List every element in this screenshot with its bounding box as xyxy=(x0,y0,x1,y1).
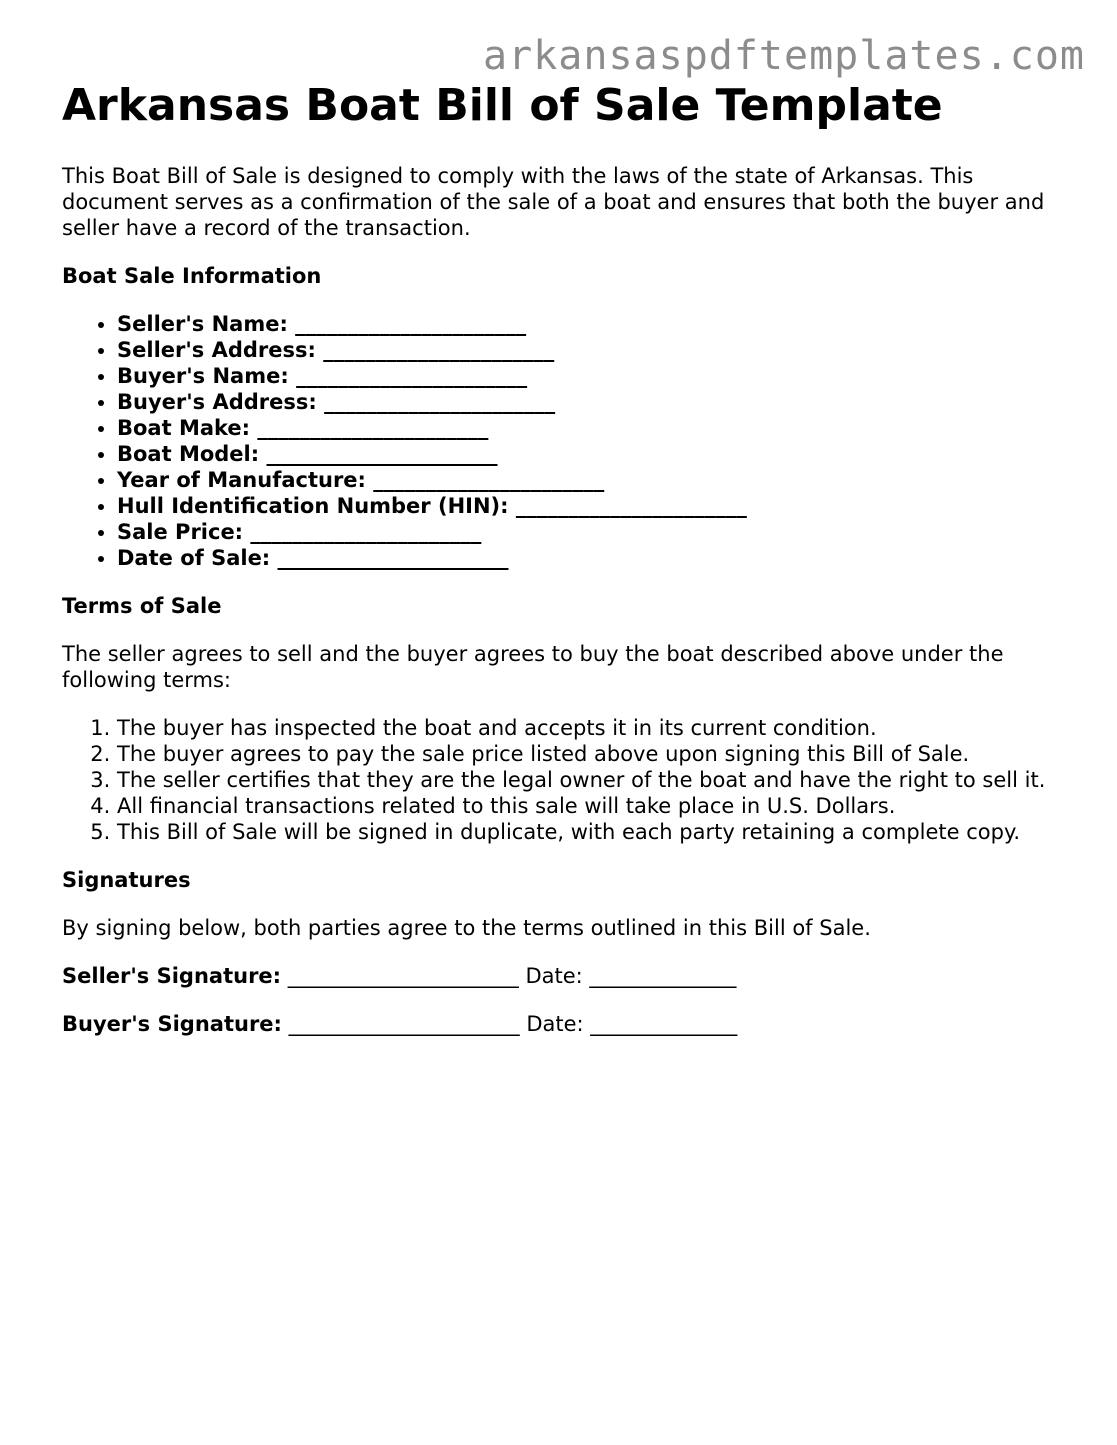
field-date-of-sale: • Date of Sale: ______________________ xyxy=(117,545,1062,571)
term-item: 1. The buyer has inspected the boat and accepts it in its current condition. xyxy=(117,715,1062,741)
intro-paragraph: This Boat Bill of Sale is designed to comply with the laws of the state of Arkansas. This document serves as a confirmation of the sale of a boat and ensures that both the buyer and seller have a record of the transaction. xyxy=(62,164,1045,240)
terms-intro-paragraph: The seller agrees to sell and the buyer agrees to buy the boat described above under the following terms: xyxy=(62,642,1004,692)
buyer-signature-blank: ______________________ xyxy=(288,1012,520,1036)
field-year-of-manufacture: • Year of Manufacture: ______________________ xyxy=(117,467,1062,493)
field-sellers-name: • Seller's Name: ______________________ xyxy=(117,311,1062,337)
watermark: arkansaspdftemplates.com xyxy=(483,33,1085,79)
buyer-signature-line xyxy=(62,1011,1062,1037)
term-item: 2. The buyer agrees to pay the sale price listed above upon signing this Bill of Sale. xyxy=(117,741,1062,767)
page-title: Arkansas Boat Bill of Sale Template xyxy=(62,80,943,131)
section-heading-signatures: Signatures xyxy=(62,868,191,892)
seller-signature-blank: ______________________ xyxy=(287,964,519,988)
buyer-date-field: Date: ______________ xyxy=(526,1012,738,1036)
section-heading-terms-of-sale: Terms of Sale xyxy=(62,594,222,618)
terms-list xyxy=(62,715,1062,845)
seller-date-field: Date: ______________ xyxy=(525,964,737,988)
term-item: 5. This Bill of Sale will be signed in duplicate, with each party retaining a complete copy. xyxy=(117,819,1062,845)
term-item: 3. The seller certifies that they are the legal owner of the boat and have the right to sell it. xyxy=(117,767,1062,793)
field-hull-identification-number: • Hull Identification Number (HIN): ______________________ xyxy=(117,493,1062,519)
term-item: 4. All financial transactions related to this sale will take place in U.S. Dollars. xyxy=(117,793,1062,819)
field-sellers-address: • Seller's Address: ______________________ xyxy=(117,337,1062,363)
field-sale-price: • Sale Price: ______________________ xyxy=(117,519,1062,545)
seller-signature-label: Seller's Signature: xyxy=(62,964,282,988)
field-boat-model: • Boat Model: ______________________ xyxy=(117,441,1062,467)
signatures-intro-paragraph: By signing below, both parties agree to the terms outlined in this Bill of Sale. xyxy=(62,916,871,940)
field-buyers-name: • Buyer's Name: ______________________ xyxy=(117,363,1062,389)
field-buyers-address: • Buyer's Address: ______________________ xyxy=(117,389,1062,415)
field-boat-make: • Boat Make: ______________________ xyxy=(117,415,1062,441)
section-heading-boat-sale-information: Boat Sale Information xyxy=(62,264,322,288)
buyer-signature-label: Buyer's Signature: xyxy=(62,1012,282,1036)
seller-signature-line xyxy=(62,963,1062,989)
boat-sale-fields-list xyxy=(62,311,1062,571)
document-page xyxy=(62,78,1062,1037)
